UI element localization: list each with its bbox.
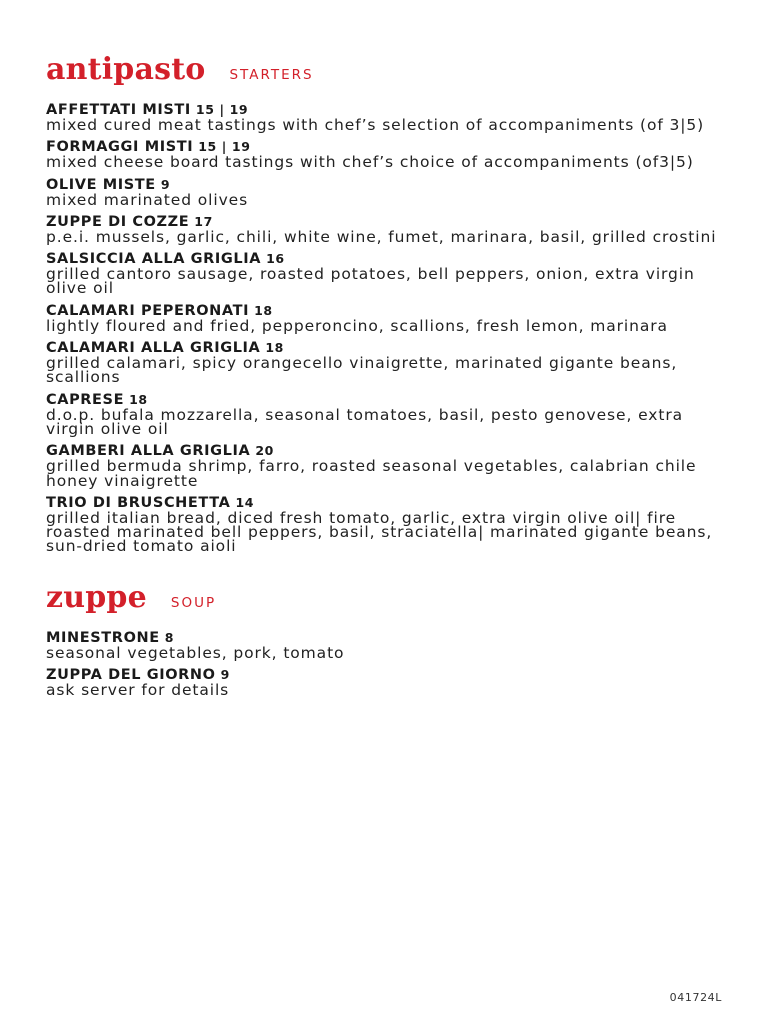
item-name: GAMBERI ALLA GRIGLIA [46, 443, 251, 460]
item-price: 15 | 19 [198, 139, 251, 155]
section-subtitle: SOUP [170, 594, 217, 611]
zuppe-section [46, 580, 726, 698]
item-name: SALSICCIA ALLA GRIGLIA [46, 251, 262, 268]
item-name: FORMAGGI MISTI [46, 139, 194, 156]
item-name: CALAMARI ALLA GRIGLIA [46, 340, 261, 357]
item-description: lightly floured and fried, pepperoncino, scallions, fresh lemon, marinara [46, 316, 668, 335]
item-price: 14 [235, 494, 255, 510]
item-description: seasonal vegetables, pork, tomato [46, 643, 345, 662]
item-name: TRIO DI BRUSCHETTA [46, 494, 231, 511]
menu-item [46, 177, 726, 207]
item-price: 18 [129, 391, 148, 407]
item-price: 16 [266, 251, 285, 267]
menu-item [46, 139, 726, 172]
item-price: 15 | 19 [195, 102, 249, 117]
menu-item [46, 303, 726, 333]
item-price: 17 [194, 213, 213, 229]
section-subtitle: STARTERS [229, 67, 314, 83]
item-price: 9 [160, 176, 171, 192]
item-name: ZUPPA DEL GIORNO [46, 667, 216, 684]
zuppe-header [46, 580, 726, 616]
item-price: 9 [220, 667, 230, 683]
item-name: CALAMARI PEPERONATI [46, 302, 250, 319]
zuppe-items [46, 630, 726, 698]
item-price: 18 [254, 302, 273, 318]
item-description: grilled cantoro sausage, roasted potatoes, bell peppers, onion, extra virgin olive oil [46, 265, 695, 298]
menu-item [46, 630, 726, 660]
menu-item [46, 251, 726, 296]
item-description: grilled calamari, spicy orangecello vinaigrette, marinated gigante beans, scallions [46, 354, 678, 387]
menu-item [46, 102, 726, 132]
item-name: MINESTRONE [46, 629, 160, 646]
antipasto-header [46, 52, 726, 88]
section-title: antipasto [46, 52, 206, 87]
item-description: grilled bermuda shrimp, farro, roasted seasonal vegetables, calabrian chile honey vinaigrette [46, 457, 697, 490]
item-name: AFFETTATI MISTI [46, 102, 191, 118]
item-name: CAPRESE [46, 391, 125, 408]
item-price: 8 [164, 629, 175, 645]
menu-item [46, 443, 726, 488]
antipasto-items [46, 102, 726, 554]
item-description: ask server for details [46, 681, 230, 700]
menu-item [46, 392, 726, 437]
menu-item [46, 214, 726, 244]
section-title: zuppe [46, 579, 147, 615]
antipasto-section [46, 52, 726, 554]
item-name: ZUPPE DI COZZE [46, 213, 190, 230]
item-description: mixed cured meat tastings with chef’s selection of accompaniments (of 3|5) [46, 116, 705, 134]
item-price: 18 [265, 340, 284, 356]
menu-item [46, 495, 726, 554]
item-description: d.o.p. bufala mozzarella, seasonal tomatoes, basil, pesto genovese, extra virgin olive oil [46, 405, 683, 438]
menu-item [46, 340, 726, 385]
item-price: 20 [255, 443, 274, 459]
menu-page [46, 52, 726, 704]
menu-code: 041724L [669, 991, 722, 1004]
item-description: grilled italian bread, diced fresh tomato, garlic, extra virgin olive oil| fire roasted marinated bell peppers, basil, straciatella| marinated gigante beans, sun-dried tomato aioli [46, 508, 713, 556]
item-name: OLIVE MISTE [46, 176, 156, 193]
item-description: mixed cheese board tastings with chef’s choice of accompaniments (of3|5) [46, 153, 694, 172]
item-description: mixed marinated olives [46, 190, 249, 209]
menu-item [46, 667, 726, 700]
item-description: p.e.i. mussels, garlic, chili, white wine, fumet, marinara, basil, grilled crostini [46, 227, 717, 246]
